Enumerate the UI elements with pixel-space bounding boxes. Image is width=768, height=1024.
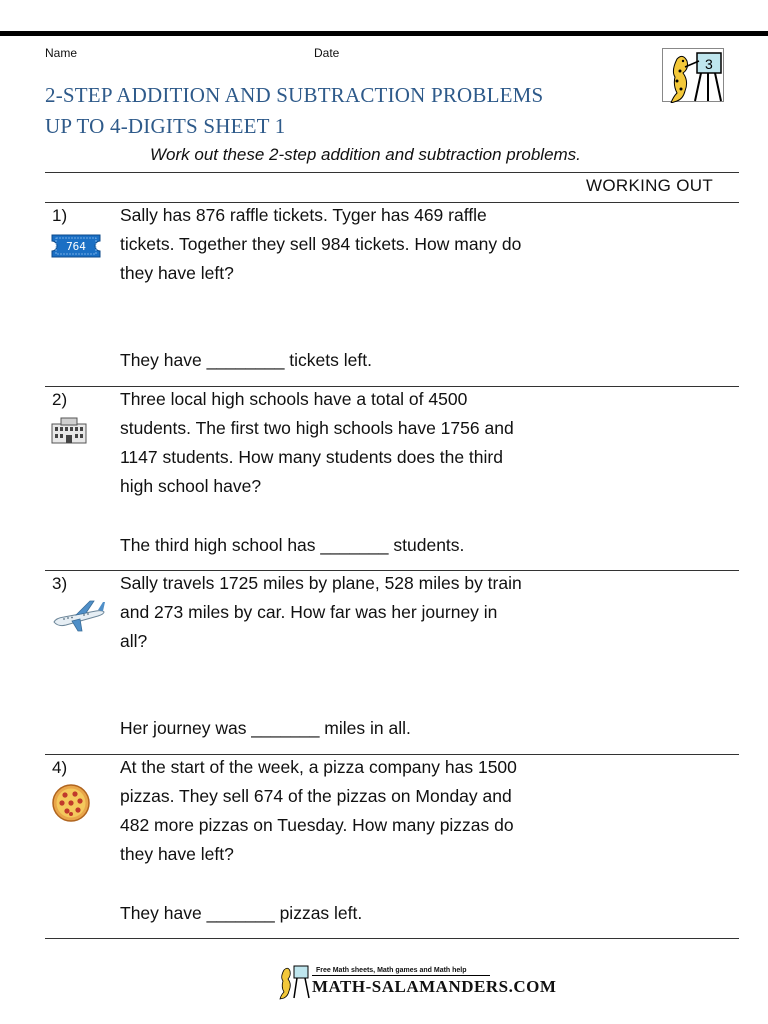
question-line: Sally has 876 raffle tickets. Tyger has 469 raffle [120, 205, 487, 225]
worksheet-title-line-1: 2-STEP ADDITION AND SUBTRACTION PROBLEMS [45, 83, 544, 107]
question-line: 482 more pizzas on Tuesday. How many pizzas do [120, 815, 514, 835]
footer-tagline: Free Math sheets, Math games and Math help [316, 967, 467, 974]
question-line: high school have? [120, 476, 262, 496]
worksheet-title-line-2: UP TO 4-DIGITS SHEET 1 [45, 114, 286, 138]
school-building-icon [51, 416, 87, 449]
question-text [120, 569, 560, 656]
question-line: tickets. Together they sell 984 tickets. How many do [120, 234, 522, 254]
footer-divider [312, 975, 490, 976]
question-line: 1147 students. How many students does the third [120, 447, 503, 467]
name-label: Name [45, 46, 78, 60]
pizza-icon [51, 783, 91, 828]
answer-sentence: The third high school has _______ students. [120, 535, 465, 555]
question-number: 3) [52, 574, 68, 593]
logo-number: 3 [705, 56, 713, 72]
date-label: Date [314, 46, 340, 60]
question-line: pizzas. They sell 674 of the pizzas on Monday and [120, 786, 512, 806]
instructions: Work out these 2-step addition and subtraction problems. [150, 145, 581, 164]
ticket-number: 764 [66, 240, 86, 253]
top-rule [0, 31, 768, 36]
question-number: 2) [52, 390, 68, 409]
footer-salamander-logo-icon [276, 964, 312, 1005]
question-line: At the start of the week, a pizza company has 1500 [120, 757, 517, 777]
question-number: 4) [52, 758, 68, 777]
question-line: they have left? [120, 263, 234, 283]
question-line: Sally travels 1725 miles by plane, 528 miles by train [120, 573, 522, 593]
question-line: Three local high schools have a total of 4500 [120, 389, 468, 409]
answer-sentence: They have ________ tickets left. [120, 350, 372, 370]
divider-top [45, 172, 739, 173]
question-line: students. The first two high schools have 1756 and [120, 418, 514, 438]
divider-bottom [45, 938, 739, 939]
question-line: all? [120, 631, 148, 651]
question-text [120, 385, 560, 501]
airplane-icon [50, 598, 106, 639]
question-text [120, 753, 560, 869]
salamander-logo-icon [662, 48, 724, 102]
question-line: they have left? [120, 844, 234, 864]
question-line: and 273 miles by car. How far was her journey in [120, 602, 498, 622]
question-number: 1) [52, 206, 68, 225]
ticket-icon [50, 233, 102, 264]
footer-brand[interactable]: MATH-SALAMANDERS.COM [312, 977, 557, 996]
working-out-label: WORKING OUT [586, 176, 714, 195]
answer-sentence: Her journey was _______ miles in all. [120, 718, 411, 738]
answer-sentence: They have _______ pizzas left. [120, 903, 363, 923]
question-text [120, 201, 560, 288]
